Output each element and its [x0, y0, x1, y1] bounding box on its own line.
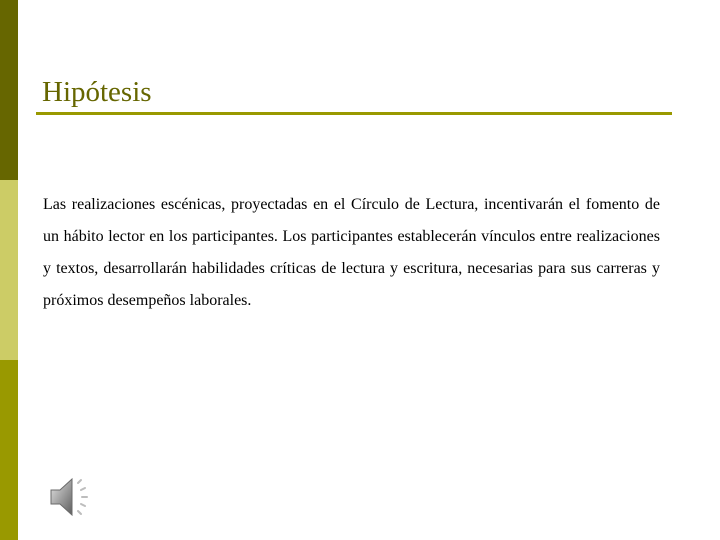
left-bar-segment-mid — [0, 360, 18, 540]
left-decorative-bar — [0, 0, 18, 540]
left-bar-segment-dark — [0, 0, 18, 180]
title-underline — [36, 112, 672, 115]
speaker-icon[interactable] — [48, 474, 98, 520]
left-bar-segment-light — [0, 180, 18, 360]
slide-title: Hipótesis — [42, 76, 152, 108]
hypothesis-paragraph: Las realizaciones escénicas, proyectadas en el Círculo de Lectura, incentivarán el fomento de un hábito lector en los participantes. Los participantes establecerán vínculos entre realizaciones y textos, desarrollarán habilidades críticas de lectura y escritura, necesarias para sus carreras y próximos desempeños laborales. — [43, 196, 660, 309]
